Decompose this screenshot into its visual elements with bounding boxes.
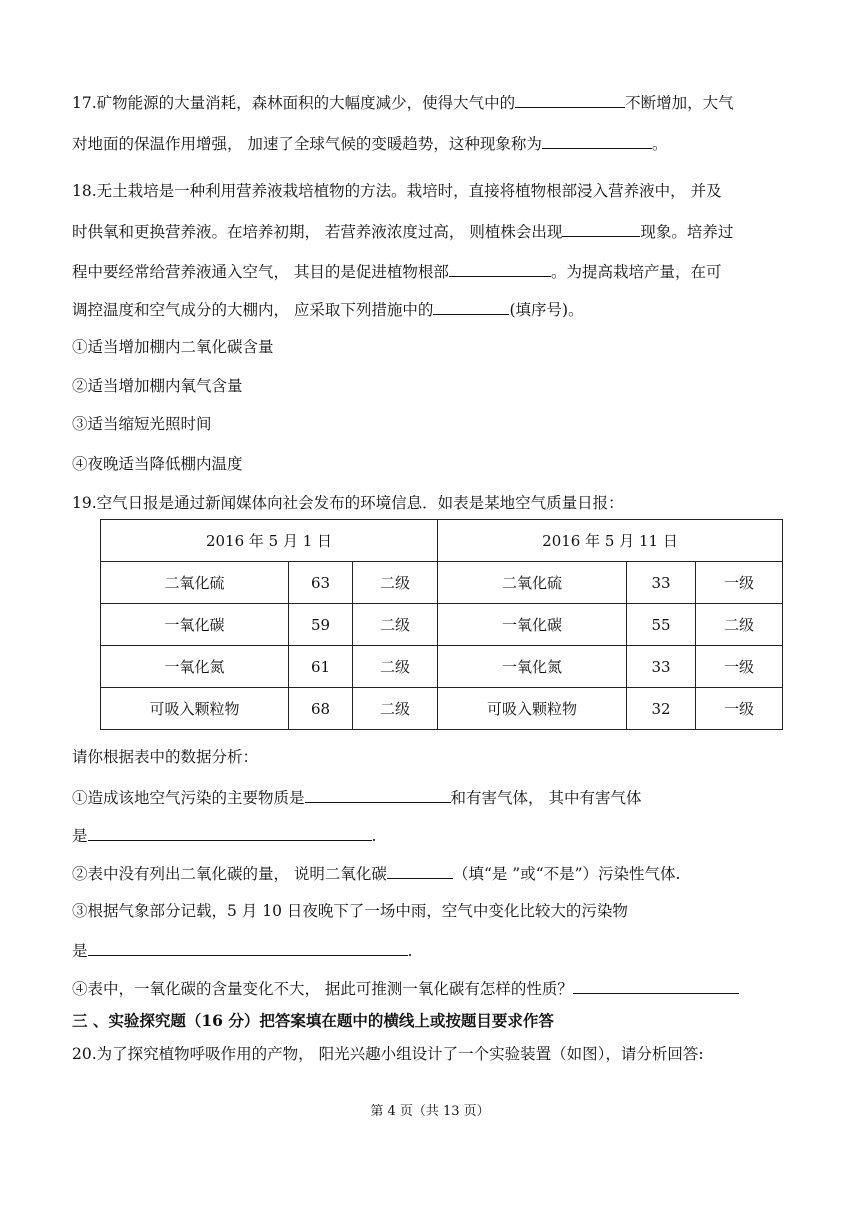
q17-line-2: 对地面的保温作用增强， 加速了全球气候的变暖趋势，这种现象称为 。 [72, 132, 667, 154]
table-cell: 33 [627, 562, 696, 604]
q19-analysis: 请你根据表中的数据分析： [72, 748, 259, 766]
q19-s3-cont: 是 . [72, 939, 412, 961]
table-cell: 二级 [353, 562, 438, 604]
table-cell: 55 [627, 604, 696, 646]
table-cell: 一氧化碳 [101, 604, 289, 646]
answer-blank[interactable] [88, 939, 408, 956]
table-cell: 可吸入颗粒物 [101, 688, 289, 730]
q20-line: 20.为了探究植物呼吸作用的产物， 阳光兴趣小组设计了一个实验装置（如图），请分析回答: [72, 1045, 704, 1063]
table-cell: 33 [627, 646, 696, 688]
answer-blank[interactable] [562, 220, 640, 237]
table-cell: 63 [289, 562, 353, 604]
q18-option: ③适当缩短光照时间 [72, 415, 212, 433]
q18-option: ②适当增加棚内氧气含量 [72, 377, 243, 395]
table-cell: 一级 [696, 688, 783, 730]
q19-s4: ④表中，一氧化碳的含量变化不大， 据此可推测一氧化碳有怎样的性质？ [72, 977, 739, 999]
table-row [101, 604, 783, 646]
table-cell: 一氧化氮 [101, 646, 289, 688]
q19-s3: ③根据气象部分记载，5 月 10 日夜晚下了一场中雨，空气中变化比较大的污染物 [72, 902, 628, 920]
q19-s1: ①造成该地空气污染的主要物质是 和有害气体， 其中有害气体 [72, 786, 641, 808]
answer-blank[interactable] [433, 298, 509, 315]
table-cell: 一氧化碳 [438, 604, 627, 646]
section-heading: 三 、实验探究题（16 分）把答案填在题中的横线上或按题目要求作答 [72, 1011, 554, 1030]
table-cell: 二级 [353, 604, 438, 646]
q18-line-2: 时供氧和更换营养液。在培养初期， 若营养液浓度过高， 则植株会出现 现象。培养过 [72, 220, 733, 242]
table-cell: 二级 [353, 688, 438, 730]
table-row [101, 688, 783, 730]
table-header-row [101, 520, 783, 562]
q18-line-4: 调控温度和空气成分的大棚内， 应采取下列措施中的 (填序号)。 [72, 298, 584, 320]
q18-option: ④夜晚适当降低棚内温度 [72, 455, 243, 473]
q17-line-1: 17.矿物能源的大量消耗，森林面积的大幅度减少，使得大气中的 不断增加，大气 [72, 91, 734, 113]
answer-blank[interactable] [387, 862, 453, 879]
table-cell: 二氧化硫 [438, 562, 627, 604]
table-cell: 二级 [696, 604, 783, 646]
table-row [101, 646, 783, 688]
q18-option: ①适当增加棚内二氧化碳含量 [72, 338, 274, 356]
table-cell: 61 [289, 646, 353, 688]
q18-line-1: 18.无土栽培是一种利用营养液栽培植物的方法。栽培时，直接将植物根部浸入营养液中， 并及 [72, 182, 722, 200]
table-cell: 2016 年 5 月 11 日 [438, 520, 783, 562]
table-row [101, 562, 783, 604]
table-cell: 一级 [696, 646, 783, 688]
table-cell: 32 [627, 688, 696, 730]
answer-blank[interactable] [542, 132, 652, 149]
answer-blank[interactable] [515, 91, 625, 108]
table-cell: 68 [289, 688, 353, 730]
table-cell: 二氧化硫 [101, 562, 289, 604]
q19-intro: 19.空气日报是通过新闻媒体向社会发布的环境信息．如表是某地空气质量日报： [72, 494, 624, 512]
answer-blank[interactable] [88, 824, 372, 841]
air-quality-table [100, 519, 783, 730]
answer-blank[interactable] [573, 977, 739, 994]
table-cell: 一级 [696, 562, 783, 604]
table-cell: 一氧化氮 [438, 646, 627, 688]
table-cell: 2016 年 5 月 1 日 [101, 520, 438, 562]
table-cell: 二级 [353, 646, 438, 688]
table-cell: 59 [289, 604, 353, 646]
answer-blank[interactable] [305, 786, 451, 803]
answer-blank[interactable] [449, 260, 551, 277]
q19-s1-cont: 是 . [72, 824, 376, 846]
q18-line-3: 程中要经常给营养液通入空气， 其目的是促进植物根部 。为提高栽培产量，在可 [72, 260, 721, 282]
q19-s2: ②表中没有列出二氧化碳的量， 说明二氧化碳 （填“是 ”或“不是”）污染性气体. [72, 862, 681, 884]
table-cell: 可吸入颗粒物 [438, 688, 627, 730]
page-footer: 第 4 页（共 13 页） [370, 1104, 490, 1119]
